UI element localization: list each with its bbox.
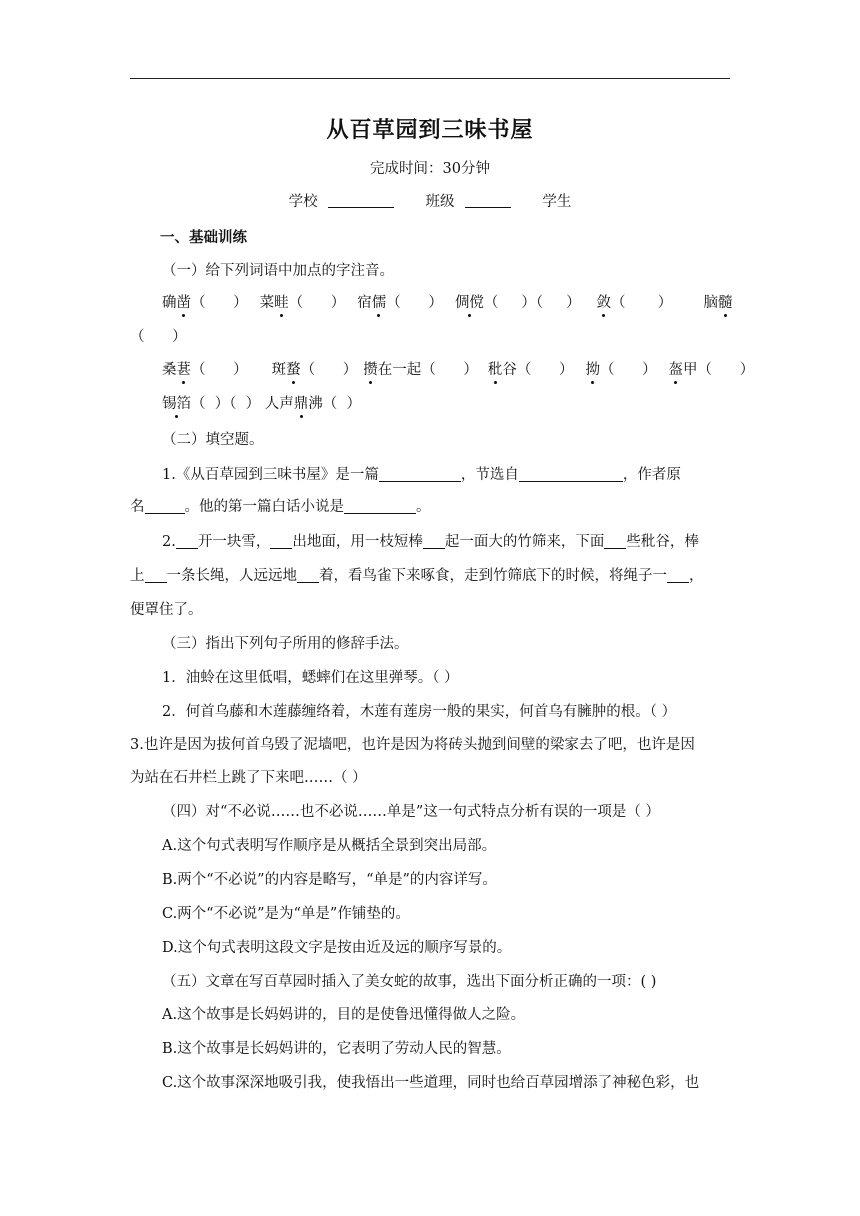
word-item: 菜畦 [260,291,289,312]
answer-blank[interactable] [604,533,626,549]
answer-blank[interactable] [344,498,416,514]
pinyin-row-1: 确凿（ ） 菜畦（ ） 宿儒（ ） 倜傥（ ）（ ） 敛（ ） 脑髓 [162,291,732,312]
q2-item-2-line-2: 上 一条长绳，人远远地 着，看鸟雀下来啄食，走到竹筛底下的时候，将绳子一 ， [130,568,704,584]
word-item: 人声鼎沸 [265,392,323,413]
answer-blank[interactable] [379,466,461,482]
question-3-title: （三）指出下列句子所用的修辞手法。 [162,636,409,652]
completion-time: 完成时间：30分钟 [370,161,490,177]
word-item: 倜傥 [455,291,484,312]
word-item: 宿儒 [357,291,386,312]
question-2-title: （二）填空题。 [162,432,264,448]
student-info-line [0,190,860,211]
q3-item-3-line-1: 3.也许是因为拔何首乌毁了泥墙吧，也许是因为将砖头抛到间壁的梁家去了吧，也许是因 [130,737,695,753]
q2-item-1-line-1: 1.《从百草园到三味书屋》是一篇 ，节选自 ，作者原 [162,467,681,483]
class-blank[interactable] [465,193,511,208]
header-rule [130,78,730,79]
q4-option-b[interactable]: B.两个“不必说”的内容是略写，“单是”的内容详写。 [162,872,497,888]
word-item: 盔甲 [669,358,698,379]
class-label: 班级 [425,194,455,210]
answer-blank[interactable] [423,533,445,549]
q5-option-b[interactable]: B.这个故事是长妈妈讲的，它表明了劳动人民的智慧。 [162,1041,511,1057]
q4-option-c[interactable]: C.两个“不必说”是为“单是”作铺垫的。 [162,906,410,922]
q2-item-2-line-1: 2. 开一块雪， 出地面，用一枝短棒 起一面大的竹筛来，下面 些秕谷，棒 [162,534,699,550]
q3-item-1: 1．油蛉在这里低唱，蟋蟀们在这里弹琴。（ ） [162,670,459,686]
question-4-title: （四）对“不必说……也不必说……单是”这一句式特点分析有误的一项是（ ） [162,804,660,820]
answer-blank[interactable] [145,567,167,583]
word-item: 拗 [585,358,600,379]
word-item: 秕谷 [488,358,517,379]
word-item: 攒在一起 [363,358,421,379]
page-title: 从百草园到三味书屋 [326,117,534,143]
word-item: 确凿 [162,291,191,312]
word-item: 锡箔 [162,392,191,413]
answer-blank[interactable] [145,498,185,514]
pinyin-row-3: 锡箔（ ）（ ） 人声鼎沸（ ） [162,392,361,413]
school-blank[interactable] [328,193,394,208]
q2-item-2-line-3: 便罩住了。 [130,602,203,618]
section-heading: 一、基础训练 [160,229,247,246]
answer-blank[interactable] [270,533,292,549]
q4-option-a[interactable]: A.这个句式表明写作顺序是从概括全景到突出局部。 [162,838,497,854]
answer-blank[interactable] [176,533,198,549]
word-item: 斑蝥 [272,358,301,379]
word-item: 脑髓 [704,291,733,312]
answer-blank[interactable] [667,567,689,583]
question-5-title: （五）文章在写百草园时插入了美女蛇的故事，选出下面分析正确的一项：( ) [162,974,657,990]
question-1-title: （一）给下列词语中加点的字注音。 [162,263,394,279]
student-label: 学生 [542,194,572,210]
q3-item-3-line-2: 为站在石井栏上跳了下来吧……（ ） [130,770,367,786]
word-item: 桑葚 [162,358,191,379]
q4-option-d[interactable]: D.这个句式表明这段文字是按由近及远的顺序写景的。 [162,940,512,956]
q5-option-a[interactable]: A.这个故事是长妈妈讲的，目的是使鲁迅懂得做人之险。 [162,1007,526,1023]
pinyin-row-1-wrap: （ ） [130,329,187,345]
word-item: 敛 [596,291,611,312]
answer-blank[interactable] [519,466,623,482]
q5-option-c[interactable]: C.这个故事深深地吸引我，使我悟出一些道理，同时也给百草园增添了神秘色彩，也 [162,1075,700,1091]
answer-blank[interactable] [297,567,319,583]
q2-item-1-line-2: 名 。他的第一篇白话小说是 。 [130,499,431,515]
q3-item-2: 2．何首乌藤和木莲藤缠络着，木莲有莲房一般的果实，何首乌有臃肿的根。（ ） [162,704,677,720]
school-label: 学校 [288,194,318,210]
pinyin-row-2: 桑葚（ ） 斑蝥（ ） 攒在一起（ ） 秕谷（ ） 拗（ ） 盔甲（ ） [162,358,754,379]
